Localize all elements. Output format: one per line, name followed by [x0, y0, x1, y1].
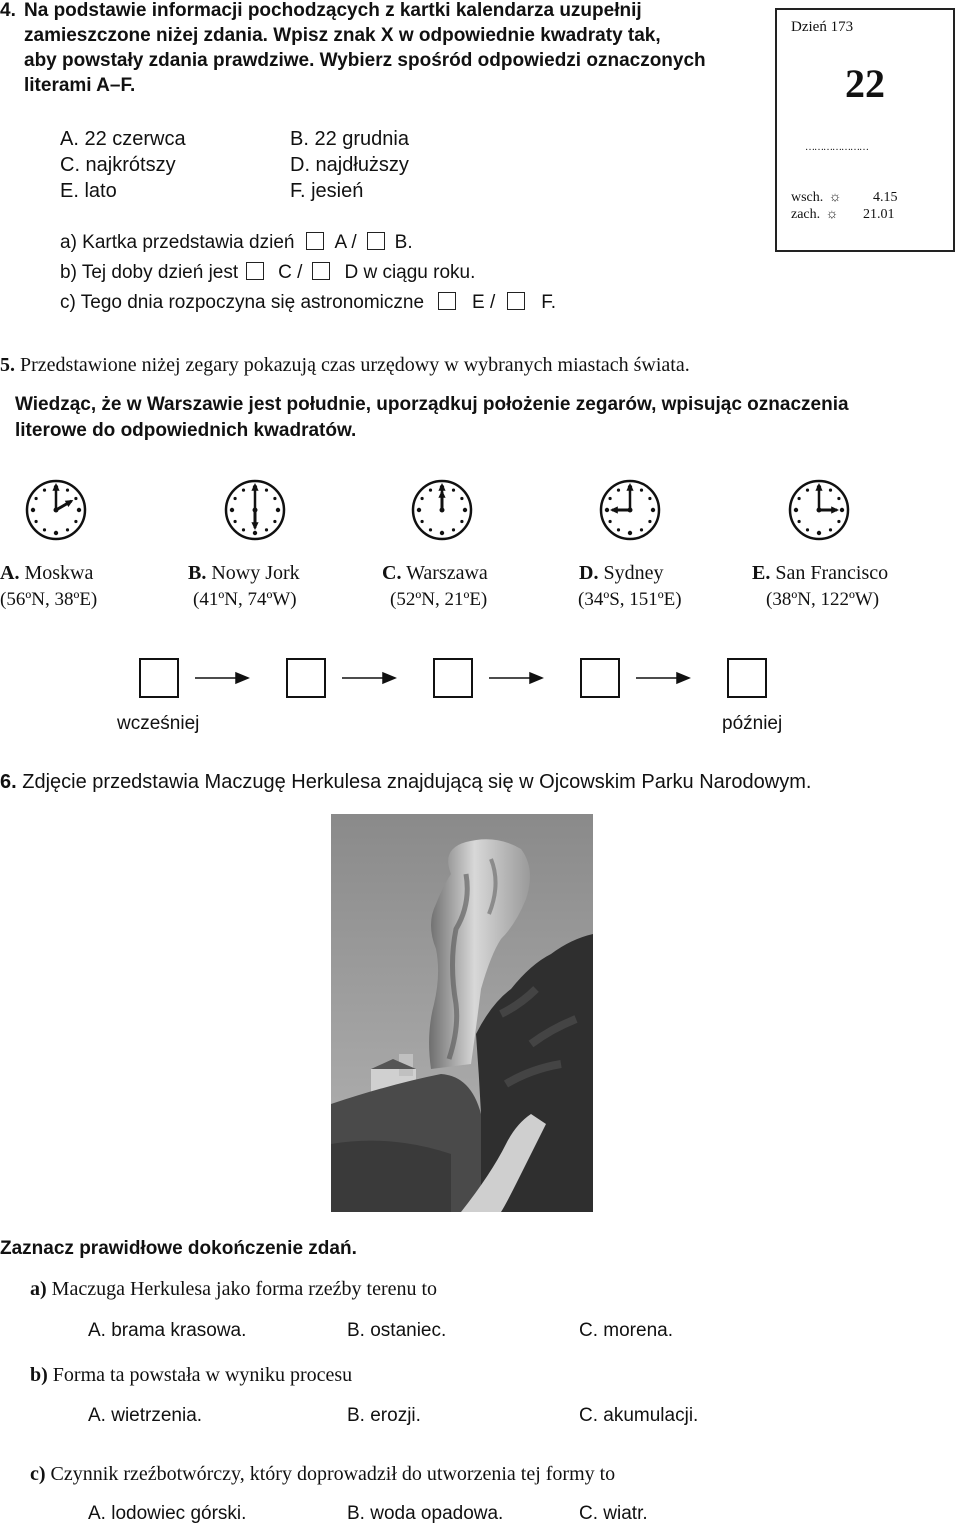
arrow-2-head — [383, 673, 395, 683]
photo-drawing — [331, 814, 593, 1212]
city-C-coords: (52ºN, 21ºE) — [390, 589, 488, 610]
q5-instruction-line-1: Wiedząc, że w Warszawie jest południe, uporządkuj położenie zegarów, wpisując oznaczenia — [15, 394, 849, 415]
clock-tick — [806, 489, 809, 492]
city-C-letter: C. — [382, 562, 402, 584]
clock-tick — [651, 508, 655, 512]
clock-tick — [74, 520, 77, 523]
city-B-coords: (41ºN, 74ºW) — [193, 589, 297, 610]
q4-sentence-b-text: b) Tej doby dzień jest — [60, 262, 239, 283]
clock-hub — [817, 508, 822, 513]
later-label: później — [722, 713, 783, 734]
q6-task: Zaznacz prawidłowe dokończenie zdań. — [0, 1238, 357, 1259]
calendar-card — [775, 8, 955, 252]
clock-tick — [609, 497, 612, 500]
label-F: F. — [541, 292, 557, 313]
q4-instruction-line-2: zamieszczone niżej zdania. Wpisz znak X w odpowiednie kwadraty tak, — [24, 25, 661, 46]
q6-item-c — [30, 1463, 615, 1486]
q6-a-answer-A[interactable]: A. brama krasowa. — [88, 1320, 247, 1341]
clock-tick — [452, 528, 455, 531]
sunset-label: zach. — [791, 207, 821, 222]
q6-item-a-letter: a) — [30, 1278, 47, 1300]
q4-sentence-c — [60, 292, 556, 314]
checkbox-D[interactable] — [312, 262, 330, 280]
checkbox-C[interactable] — [246, 262, 264, 280]
clock-tick — [463, 508, 467, 512]
clock-tick — [43, 489, 46, 492]
q4-option-F: F. jesień — [290, 180, 364, 202]
city-E — [752, 562, 888, 585]
q6-a-answer-B[interactable]: B. ostaniec. — [347, 1320, 447, 1341]
clock-tick — [230, 508, 234, 512]
q6-b-answer-C[interactable]: C. akumulacji. — [579, 1405, 699, 1426]
clock-tick — [829, 528, 832, 531]
clock-tick — [242, 528, 245, 531]
q6-item-c-text: Czynnik rzeźbotwórczy, który doprowadził do utworzenia tej formy to — [50, 1463, 616, 1485]
clock-B — [226, 481, 284, 539]
q4-option-C: C. najkrótszy — [60, 154, 176, 176]
clock-A — [27, 481, 85, 539]
clock-tick — [640, 528, 643, 531]
label-E: E / — [472, 292, 496, 313]
checkbox-A[interactable] — [306, 232, 324, 250]
clock-tick — [35, 497, 38, 500]
clock-tick — [837, 520, 840, 523]
city-B-letter: B. — [188, 562, 207, 584]
q4-instruction-line-1: Na podstawie informacji pochodzących z kartki kalendarza uzupełnij — [24, 0, 642, 21]
clock-tick — [648, 520, 651, 523]
q4-sentence-c-text: c) Tego dnia rozpoczyna się astronomiczne — [60, 292, 425, 313]
q4-sentence-b — [60, 262, 475, 284]
clock-tick — [829, 489, 832, 492]
clock-tick — [794, 508, 798, 512]
clock-tick — [66, 489, 69, 492]
clock-tick — [798, 520, 801, 523]
q5-intro-text: Przedstawione niżej zegary pokazują czas urzędowy w wybranych miastach świata. — [20, 354, 690, 376]
q4-option-D: D. najdłuższy — [290, 154, 409, 176]
label-A: A / — [334, 232, 357, 253]
clock-tick — [35, 520, 38, 523]
clock-hub — [253, 508, 258, 513]
q6-b-answer-B[interactable]: B. erozji. — [347, 1405, 421, 1426]
clock-tick — [77, 508, 81, 512]
arrow-4-head — [677, 673, 689, 683]
calendar-dots: ………………… — [805, 142, 868, 153]
q4-number: 4. — [0, 0, 16, 21]
clock-tick — [460, 497, 463, 500]
q4-sentence-a-text: a) Kartka przedstawia dzień — [60, 232, 295, 253]
q6-c-answer-C[interactable]: C. wiatr. — [579, 1503, 648, 1524]
clock-tick — [74, 497, 77, 500]
clock-tick — [806, 528, 809, 531]
clock-tick — [253, 531, 257, 535]
clock-tick — [54, 531, 58, 535]
sunrise-label: wsch. — [791, 190, 824, 205]
clock-tick — [798, 497, 801, 500]
sun-icon: ☼ — [828, 190, 842, 205]
clock-tick — [421, 520, 424, 523]
clock-tick — [837, 497, 840, 500]
meadow — [331, 1141, 451, 1212]
sunrise-time: 4.15 — [873, 190, 898, 205]
q5-instruction-line-2: literowe do odpowiednich kwadratów. — [15, 420, 357, 441]
city-A-coords: (56ºN, 38ºE) — [0, 589, 98, 610]
label-C: C / — [278, 262, 303, 283]
city-A — [0, 562, 93, 585]
order-arrows — [0, 658, 960, 698]
checkbox-B[interactable] — [367, 232, 385, 250]
clock-tick — [648, 497, 651, 500]
clock-tick — [234, 497, 237, 500]
clock-tick — [840, 508, 844, 512]
q6-item-b-text: Forma ta powstała w wyniku procesu — [52, 1364, 353, 1386]
clock-hub — [440, 508, 445, 513]
clock-tick — [429, 528, 432, 531]
arrow-3-head — [530, 673, 542, 683]
q6-intro — [0, 771, 811, 794]
q6-b-answer-A[interactable]: A. wietrzenia. — [88, 1405, 203, 1426]
clock-C — [413, 481, 471, 539]
q6-a-answer-C[interactable]: C. morena. — [579, 1320, 673, 1341]
clock-tick — [605, 508, 609, 512]
city-C — [382, 562, 488, 585]
q6-c-answer-B[interactable]: B. woda opadowa. — [347, 1503, 504, 1524]
clock-tick — [265, 528, 268, 531]
clock-tick — [429, 489, 432, 492]
clock-tick — [265, 489, 268, 492]
q5-intro — [0, 354, 690, 377]
city-D — [579, 562, 663, 585]
q6-item-a-text: Maczuga Herkulesa jako forma rzeźby terenu to — [51, 1278, 438, 1300]
sunset-time: 21.01 — [863, 207, 895, 222]
clock-tick — [242, 489, 245, 492]
clock-tick — [609, 520, 612, 523]
q5-number: 5. — [0, 354, 15, 376]
clock-tick — [273, 520, 276, 523]
q4-option-E: E. lato — [60, 180, 117, 202]
q4-sentence-a — [60, 232, 413, 254]
q4-sentence-b-end: w ciągu roku. — [363, 262, 476, 283]
q4-instruction-line-4: literami A–F. — [24, 75, 136, 96]
clocks-row — [0, 470, 960, 550]
clock-hub — [54, 508, 59, 513]
clock-tick — [817, 531, 821, 535]
city-C-name: Warszawa — [406, 562, 488, 584]
clock-tick — [617, 528, 620, 531]
clock-tick — [460, 520, 463, 523]
city-E-letter: E. — [752, 562, 771, 584]
earlier-label: wcześniej — [117, 713, 200, 734]
city-A-name: Moskwa — [24, 562, 94, 584]
clock-tick — [31, 508, 35, 512]
q6-item-b — [30, 1364, 352, 1387]
city-B-name: Nowy Jork — [211, 562, 300, 584]
clock-tick — [452, 489, 455, 492]
clock-tick — [66, 528, 69, 531]
q6-c-answer-A[interactable]: A. lodowiec górski. — [88, 1503, 247, 1524]
clock-tick — [628, 531, 632, 535]
clock-tick — [440, 531, 444, 535]
clock-tick — [617, 489, 620, 492]
q4-option-B: B. 22 grudnia — [290, 128, 409, 150]
calendar-date-number: 22 — [845, 61, 885, 106]
q6-item-a — [30, 1278, 437, 1301]
city-D-name: Sydney — [603, 562, 664, 584]
clock-E — [790, 481, 848, 539]
clock-tick — [421, 497, 424, 500]
checkbox-E[interactable] — [438, 292, 456, 310]
q6-number: 6. — [0, 771, 17, 793]
clock-tick — [273, 497, 276, 500]
clock-hub — [628, 508, 633, 513]
calendar-sunset — [791, 207, 839, 223]
city-A-letter: A. — [0, 562, 20, 584]
clock-tick — [640, 489, 643, 492]
calendar-sunrise — [791, 190, 842, 206]
q6-item-b-letter: b) — [30, 1364, 48, 1386]
calendar-day-label: Dzień 173 — [791, 19, 854, 35]
q6-intro-text: Zdjęcie przedstawia Maczugę Herkulesa znajdującą się w Ojcowskim Parku Narodowym. — [22, 771, 812, 793]
clock-tick — [417, 508, 421, 512]
clock-D — [601, 481, 659, 539]
checkbox-F[interactable] — [507, 292, 525, 310]
arrow-1-head — [236, 673, 248, 683]
city-E-name: San Francisco — [775, 562, 889, 584]
city-E-coords: (38ºN, 122ºW) — [766, 589, 880, 610]
city-D-letter: D. — [579, 562, 599, 584]
q4-instruction-line-3: aby powstały zdania prawdziwe. Wybierz spośród odpowiedzi oznaczonych — [24, 50, 706, 71]
clock-tick — [276, 508, 280, 512]
clock-tick — [43, 528, 46, 531]
label-D: D — [344, 262, 359, 283]
q4-option-A: A. 22 czerwca — [60, 128, 186, 150]
clock-tick — [234, 520, 237, 523]
label-B: B. — [394, 232, 413, 253]
q6-item-c-letter: c) — [30, 1463, 46, 1485]
maczuga-herkulesa-photo — [331, 814, 593, 1212]
sun-icon: ☼ — [825, 207, 839, 222]
city-D-coords: (34ºS, 151ºE) — [578, 589, 682, 610]
city-B — [188, 562, 300, 585]
